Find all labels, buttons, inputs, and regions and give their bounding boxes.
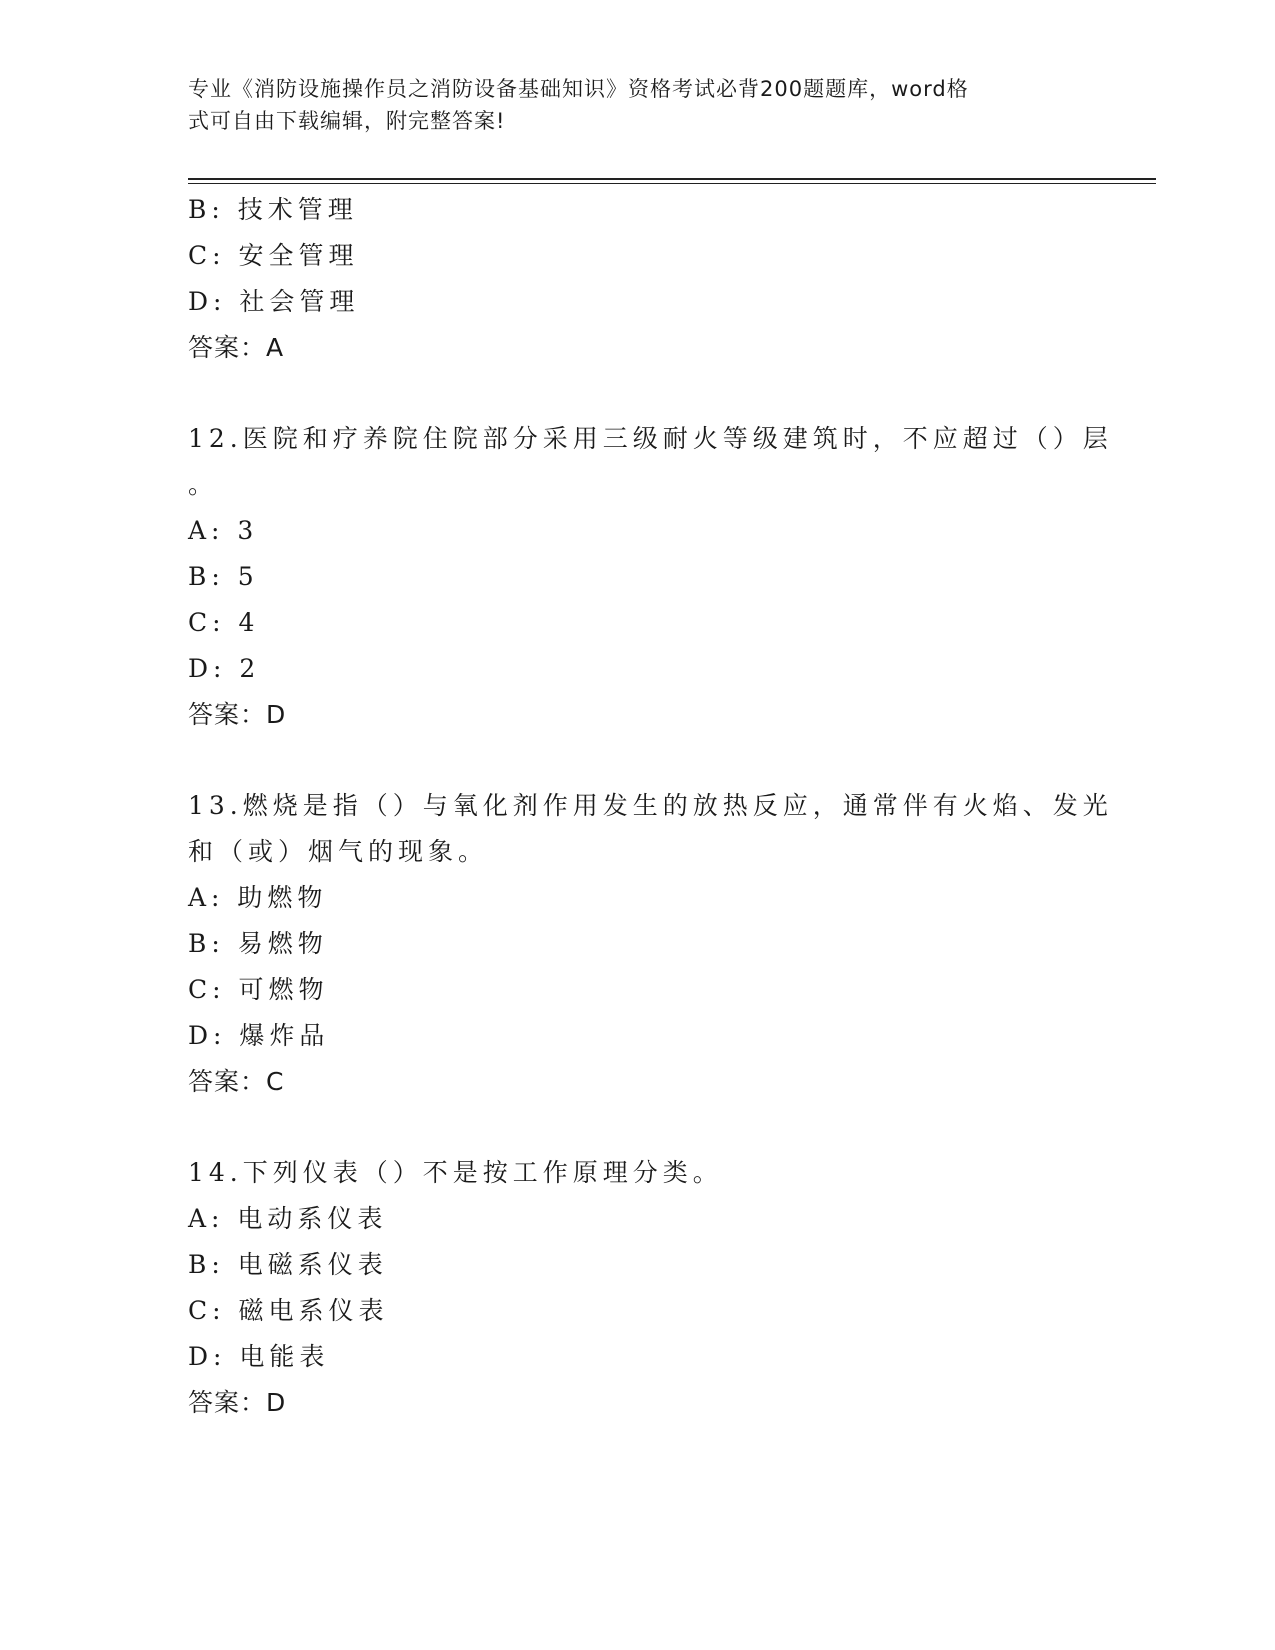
header-line-1: 专业《消防设施操作员之消防设备基础知识》资格考试必背200题题库，word格 [188,77,969,101]
answer: 答案：D [188,1388,287,1417]
header-divider-thick [188,178,1156,180]
option-c: C: 4 [188,608,260,637]
option-d: D: 电能表 [188,1342,330,1371]
question-stem: 12.医院和疗养院住院部分采用三级耐火等级建筑时，不应超过（）层 [188,424,1113,453]
answer: 答案：D [188,700,287,729]
option-b: B: 技术管理 [188,195,358,224]
question-stem: 14.下列仪表（）不是按工作原理分类。 [188,1158,723,1187]
option-d: D: 爆炸品 [188,1021,330,1050]
option-a: A: 助燃物 [188,883,328,912]
option-b: B: 电磁系仪表 [188,1250,388,1279]
option-c: C: 可燃物 [188,975,329,1004]
option-c: C: 磁电系仪表 [188,1296,389,1325]
option-b: B: 5 [188,562,259,591]
question-11-continued [188,187,1088,371]
header-line-2: 式可自由下载编辑，附完整答案! [188,109,506,133]
question-stem: 13.燃烧是指（）与氧化剂作用发生的放热反应，通常伴有火焰、发光 [188,791,1113,820]
header-divider-thin [188,183,1156,184]
option-a: A: 电动系仪表 [188,1204,388,1233]
answer: 答案：C [188,1067,285,1096]
question-12 [188,416,1113,738]
option-d: D: 2 [188,654,261,683]
option-d: D: 社会管理 [188,287,360,316]
question-content [188,187,1113,1426]
option-a: A: 3 [188,516,259,545]
option-c: C: 安全管理 [188,241,359,270]
answer: 答案：A [188,333,285,362]
question-stem: 。 [188,470,219,499]
document-header [188,73,1068,137]
option-b: B: 易燃物 [188,929,328,958]
question-14 [188,1150,1088,1426]
question-stem: 和（或）烟气的现象。 [188,837,489,866]
question-13 [188,783,1113,1105]
